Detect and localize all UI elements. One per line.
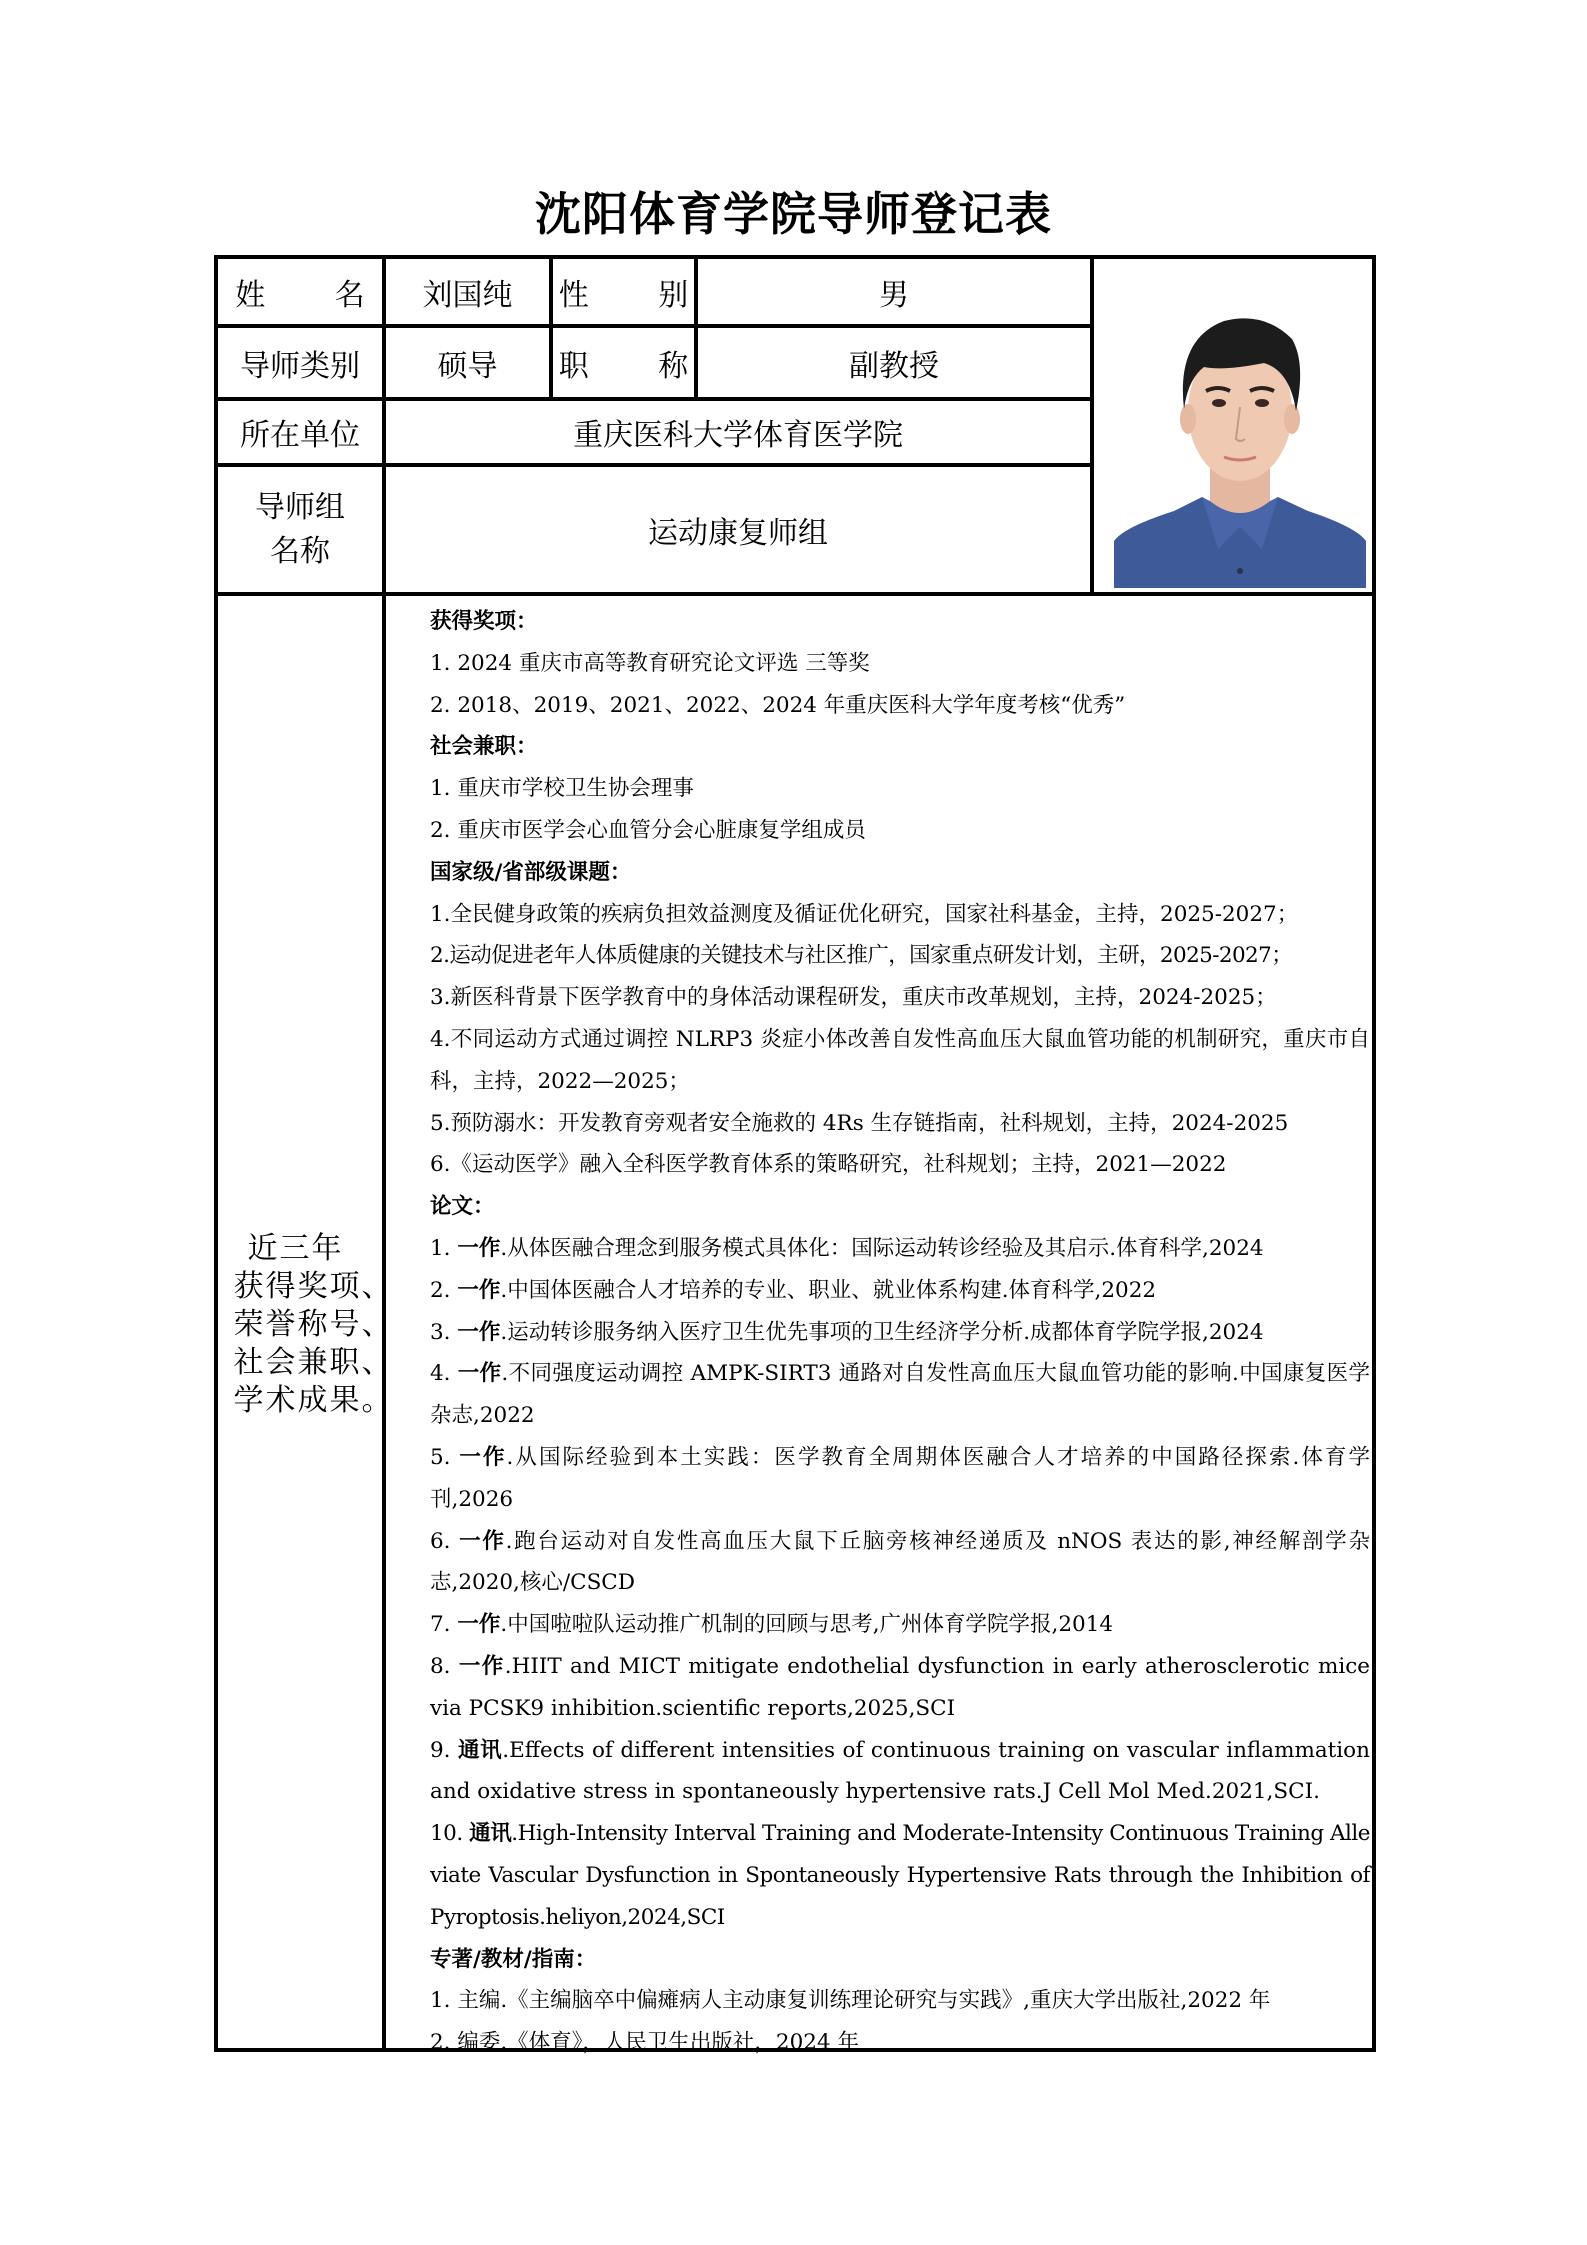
paper-role: 一作 (457, 1235, 501, 1261)
paper-text: .运动转诊服务纳入医疗卫生优先事项的卫生经济学分析.成都体育学院学报,2024 (500, 1319, 1264, 1345)
achievements-label-line: 获得奖项、 (233, 1268, 394, 1304)
name-label-cell (218, 259, 395, 324)
paper-text: .中国啦啦队运动推广机制的回顾与思考,广州体育学院学报,2014 (500, 1612, 1114, 1638)
paper-role: 通讯 (457, 1737, 503, 1763)
paper-number: 1. (430, 1235, 458, 1261)
paper-item (430, 1312, 1370, 1354)
rank-value-cell (698, 328, 1090, 397)
rank-label: 职 称 (558, 348, 719, 384)
paper-text: .不同强度运动调控 AMPK-SIRT3 通路对自发性高血压大鼠血管功能的影响.中国康复医学杂志,2022 (430, 1361, 1370, 1429)
gender-label-cell (553, 259, 719, 324)
paper-role: 一作 (457, 1612, 501, 1638)
book-item: 2. 编委.《体育》，人民卫生出版社，2024 年 (430, 2030, 859, 2056)
paper-role: 一作 (459, 1444, 507, 1470)
paper-text: .中国体医融合人才培养的专业、职业、就业体系构建.体育科学,2022 (500, 1277, 1157, 1303)
group-value: 运动康复师组 (648, 515, 828, 551)
paper-role: 一作 (457, 1277, 501, 1303)
project-item: 1.全民健身政策的疾病负担效益测度及循证优化研究，国家社科基金，主持，2025-2027； (430, 901, 1299, 927)
gender-value: 男 (879, 277, 909, 313)
paper-number: 5. (430, 1444, 460, 1470)
paper-number: 10. (430, 1821, 470, 1847)
name-value-cell (386, 259, 549, 324)
section-heading-awards: 获得奖项： (430, 609, 538, 634)
achievements-label-line: 学术成果。 (233, 1382, 394, 1418)
achievements-label-line: 近三年 (247, 1230, 344, 1266)
paper-item (430, 1353, 1370, 1437)
row-divider (218, 592, 1372, 596)
project-item: 3.新医科背景下医学教育中的身体活动课程研发，重庆市改革规划，主持，2024-2025； (430, 985, 1277, 1011)
section-heading-papers: 论文： (430, 1194, 495, 1220)
paper-number: 6. (430, 1528, 460, 1554)
paper-role: 一作 (457, 1361, 502, 1387)
unit-label-cell (218, 401, 382, 463)
rank-label-cell (553, 328, 719, 397)
paper-text: .从国际经验到本土实践：医学教育全周期体医融合人才培养的中国路径探索.体育学刊,2026 (430, 1444, 1370, 1512)
paper-number: 7. (430, 1612, 458, 1638)
book-item: 1. 主编.《主编脑卒中偏瘫病人主动康复训练理论研究与实践》,重庆大学出版社,2022 年 (430, 1988, 1271, 2014)
portrait-image (1114, 279, 1366, 588)
project-item: 5.预防溺水：开发教育旁观者安全施救的 4Rs 生存链指南，社科规划，主持，2024-2025 (430, 1110, 1289, 1136)
type-label-cell (218, 328, 382, 397)
group-value-cell (386, 467, 1090, 592)
gender-label: 性 别 (558, 277, 719, 313)
paper-role: 一作 (457, 1319, 501, 1345)
paper-role: 一作 (458, 1653, 505, 1679)
paper-item (430, 1646, 1370, 1730)
section-heading-projects: 国家级/省部级课题： (430, 859, 632, 885)
form-title: 沈阳体育学院导师登记表 (535, 187, 1052, 241)
name-value: 刘国纯 (422, 277, 513, 313)
paper-item (430, 1228, 1370, 1270)
section-heading-books: 专著/教材/指南： (430, 1946, 597, 1972)
name-label: 姓 名 (235, 277, 395, 313)
achievements-label-line: 荣誉称号、 (233, 1306, 394, 1342)
registration-table (214, 255, 1376, 2056)
role-item: 1. 重庆市学校卫生协会理事 (430, 776, 694, 802)
achievements-label-line: 社会兼职、 (233, 1344, 394, 1380)
role-item: 2. 重庆市医学会心血管分会心脏康复学组成员 (430, 817, 866, 843)
paper-item (430, 1604, 1370, 1646)
paper-role: 一作 (459, 1528, 506, 1554)
type-value-cell (386, 328, 549, 397)
group-label-line-2: 名称 (270, 533, 330, 569)
paper-item (430, 1521, 1370, 1605)
unit-label: 所在单位 (240, 418, 360, 453)
type-label: 导师类别 (240, 348, 360, 384)
achievements-content (430, 601, 1370, 2064)
rank-value: 副教授 (849, 348, 939, 384)
project-item: 4.不同运动方式通过调控 NLRP3 炎症小体改善自发性高血压大鼠血管功能的机制研究，重庆市自科，主持，2022—2025； (430, 1026, 1370, 1094)
paper-item (430, 1813, 1370, 1938)
gender-value-cell (698, 259, 1090, 324)
paper-text: .从体医融合理念到服务模式具体化：国际运动转诊经验及其启示.体育科学,2024 (500, 1235, 1264, 1261)
paper-text: .High-Intensity Interval Training and Moderate-Intensity Continuous Training Alleviate Vascular Dysfunction in Spontaneously Hypertensive Rats through the Inhibition of Pyroptosis.heliyon,2024,SCI (430, 1821, 1370, 1930)
project-item: 6.《运动医学》融入全科医学教育体系的策略研究，社科规划；主持，2021—2022 (430, 1152, 1227, 1178)
paper-item (430, 1437, 1370, 1521)
paper-number: 4. (430, 1361, 458, 1387)
type-value: 硕导 (437, 348, 498, 384)
paper-text: .Effects of different intensities of continuous training on vascular inflammation and oxidative stress in spontaneously hypertensive rats.J Cell Mol Med.2021,SCI. (430, 1737, 1370, 1805)
achievements-label-cell (218, 601, 409, 2048)
award-item: 1. 2024 重庆市高等教育研究论文评选 三等奖 (430, 650, 870, 676)
achievements-label (234, 1230, 394, 1420)
paper-item (430, 1730, 1370, 1814)
paper-role: 通讯 (469, 1821, 512, 1847)
project-item: 2.运动促进老年人体质健康的关键技术与社区推广，国家重点研发计划，主研，2025-2027； (430, 943, 1293, 969)
paper-text: .HIIT and MICT mitigate endothelial dysfunction in early atherosclerotic mice via PCSK9 inhibition.scientific reports,2025,SCI (430, 1653, 1370, 1721)
paper-number: 9. (430, 1737, 458, 1763)
unit-value: 重庆医科大学体育医学院 (573, 418, 903, 453)
section-heading-roles: 社会兼职： (430, 734, 538, 760)
group-label-line-1: 导师组 (255, 489, 345, 525)
unit-value-cell (386, 401, 1090, 463)
paper-number: 3. (430, 1319, 458, 1345)
portrait-photo (1114, 279, 1366, 588)
col-divider (1090, 259, 1094, 592)
paper-item (430, 1270, 1370, 1312)
paper-text: .跑台运动对自发性高血压大鼠下丘脑旁核神经递质及 nNOS 表达的影,神经解剖学杂志,2020,核心/CSCD (430, 1528, 1370, 1596)
paper-number: 8. (430, 1653, 459, 1679)
group-label-cell (218, 467, 382, 592)
paper-number: 2. (430, 1277, 458, 1303)
award-item: 2. 2018、2019、2021、2022、2024 年重庆医科大学年度考核“优秀” (430, 692, 1126, 718)
